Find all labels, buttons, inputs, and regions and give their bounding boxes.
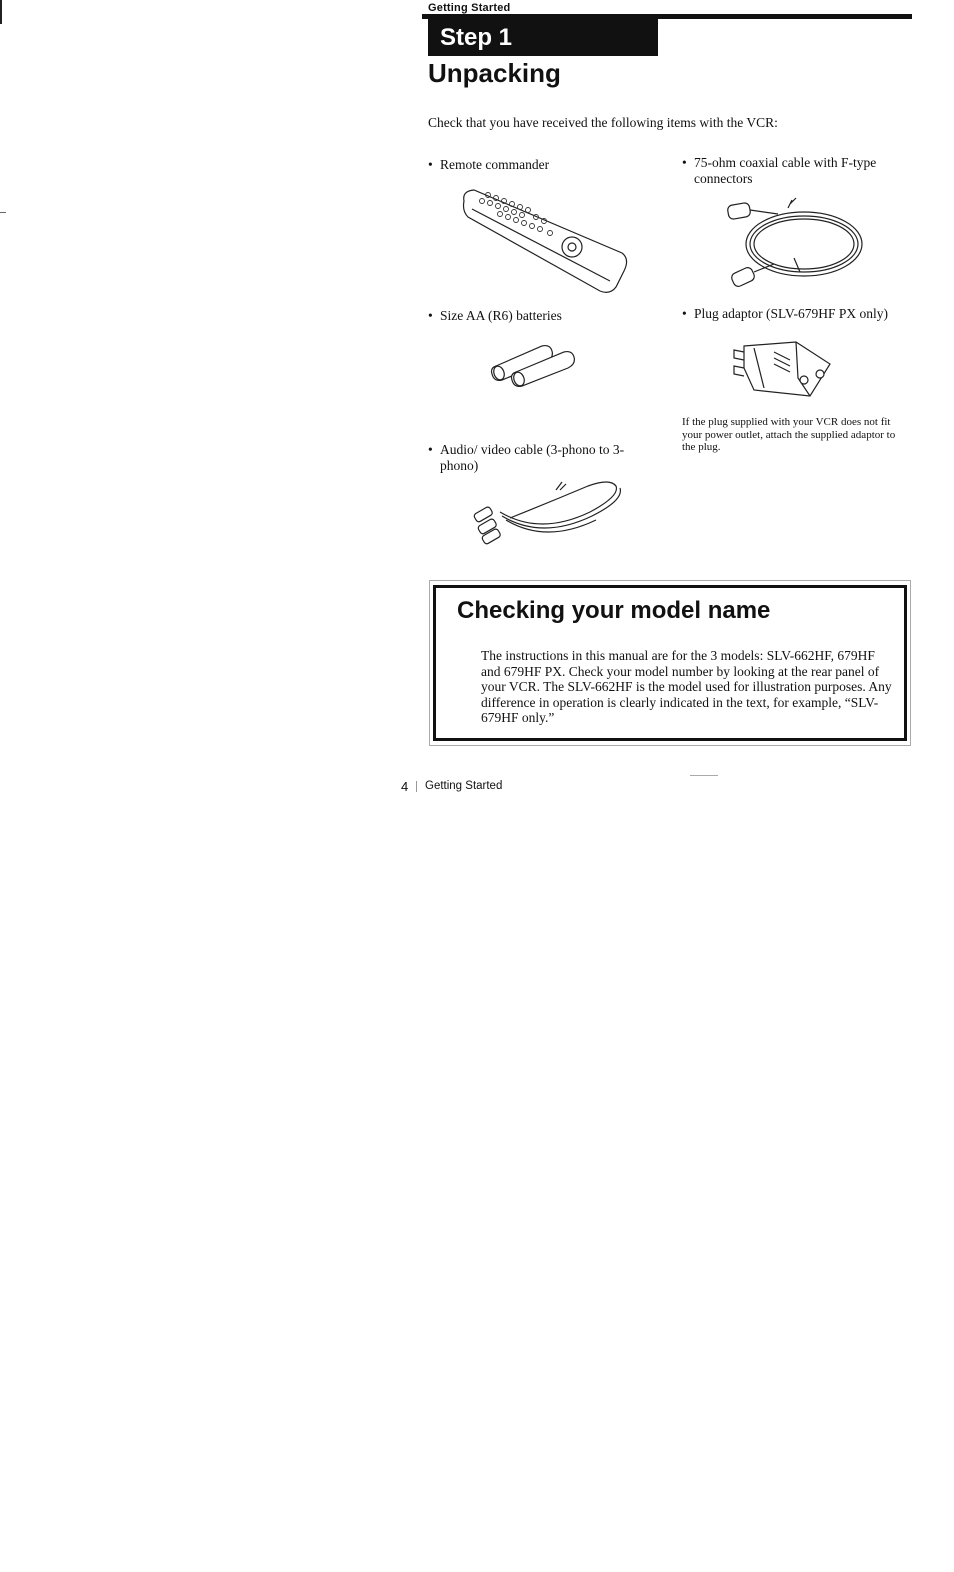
item-batteries — [428, 308, 648, 324]
item-label: Size AA (R6) batteries — [440, 308, 562, 323]
item-label: 75-ohm coaxial cable with F-type connectors — [694, 155, 877, 186]
plug-adaptor-illustration — [724, 338, 834, 400]
model-box-title: Checking your model name — [457, 597, 771, 624]
bullet: • — [428, 308, 433, 323]
item-remote-commander — [428, 157, 648, 173]
remote-commander-illustration — [460, 187, 630, 297]
footer-separator — [416, 781, 417, 792]
item-plug-adaptor — [682, 306, 907, 322]
page-title: Unpacking — [428, 58, 561, 88]
footer-scan-mark — [690, 775, 718, 776]
item-label: Plug adaptor (SLV-679HF PX only) — [694, 306, 889, 321]
item-label: Remote commander — [440, 157, 550, 172]
step-label: Step 1 — [428, 19, 658, 56]
item-av-cable — [428, 442, 633, 474]
bullet: • — [428, 157, 433, 172]
bullet: • — [428, 442, 433, 457]
av-cable-illustration — [470, 476, 625, 544]
model-box-body: The instructions in this manual are for the 3 models: SLV-662HF, 679HF and 679HF PX. Check your model number by looking at the rear panel of your VCR. The SLV-662HF is the model used for illustration purposes. Any difference in operation is clearly indicated in the text, for example, “SLV-679HF only.” — [481, 648, 892, 725]
item-coaxial-cable — [682, 155, 902, 187]
scan-margin-tick — [0, 212, 6, 213]
page-number: 4 — [401, 779, 409, 794]
item-label: Audio/ video cable (3-phono to 3-phono) — [440, 442, 625, 473]
running-head: Getting Started — [428, 2, 511, 14]
intro-text: Check that you have received the following items with the VCR: — [428, 115, 778, 130]
batteries-illustration — [490, 340, 580, 388]
footer-section: Getting Started — [425, 780, 503, 792]
bullet: • — [682, 306, 687, 321]
bullet: • — [682, 155, 687, 170]
plug-adaptor-note: If the plug supplied with your VCR does not fit your power outlet, attach the supplied adaptor to the plug. — [682, 416, 896, 453]
scan-margin-mark — [0, 0, 2, 24]
coaxial-cable-illustration — [722, 196, 867, 296]
